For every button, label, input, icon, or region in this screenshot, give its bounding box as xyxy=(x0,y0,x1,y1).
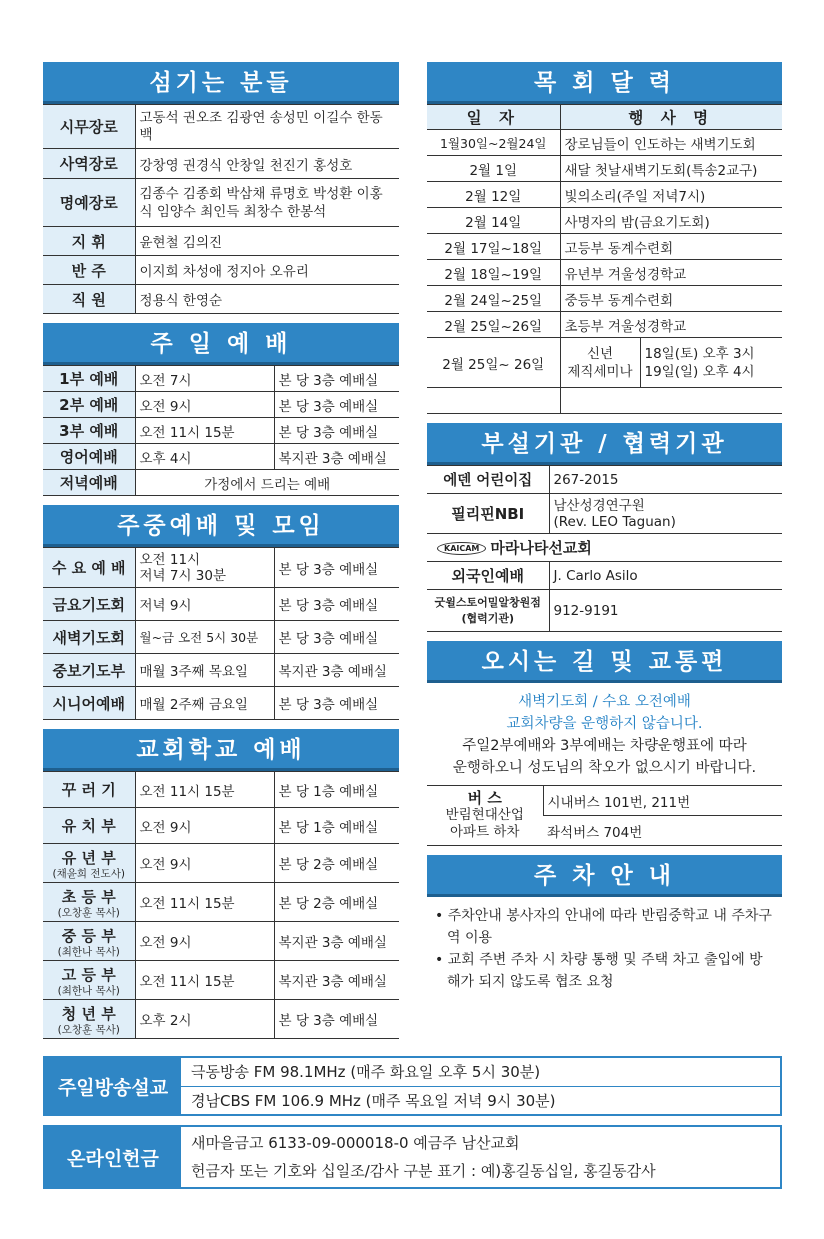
calendar-date: 2월 14일 xyxy=(427,208,560,234)
school-label: 고 등 부 (최한나 목사) xyxy=(43,961,135,1000)
kaicam-name: 마라나타선교회 xyxy=(490,539,592,557)
school-label: 초 등 부 (오창훈 목사) xyxy=(43,883,135,922)
workers-value: 강창영 권경식 안창일 천진기 홍성호 xyxy=(135,149,399,179)
kaicam-logo: KAICAM xyxy=(437,542,486,555)
broadcast-line: 극동방송 FM 98.1MHz (매주 화요일 오후 5시 30분) xyxy=(191,1063,541,1081)
offering-line: 새마을금고 6133-09-000018-0 예금주 남산교회 xyxy=(191,1134,520,1152)
parking-header: 주 차 안 내 xyxy=(427,855,782,897)
sunday-label: 3부 예배 xyxy=(43,418,135,444)
affiliates-table xyxy=(427,465,782,632)
notice-blue-line: 새벽기도회 / 수요 오전예배 xyxy=(518,694,691,710)
calendar-empty-cell xyxy=(427,388,560,414)
affiliate-value: 남산성경연구원 (Rev. LEO Taguan) xyxy=(549,494,782,534)
weekday-place: 본 당 3층 예배실 xyxy=(274,548,399,588)
sunday-place: 본 당 3층 예배실 xyxy=(274,392,399,418)
sunday-time: 오전 11시 15분 xyxy=(135,418,274,444)
notice-line: 주일2부예배와 3부예배는 차량운행표에 따라 xyxy=(462,738,747,754)
weekday-header: 주중예배 및 모임 xyxy=(43,505,399,547)
calendar-seminar-date: 2월 25일~ 26일 xyxy=(427,338,560,388)
workers-label: 반 주 xyxy=(43,256,135,285)
right-column xyxy=(427,62,782,1002)
weekday-time: 매월 3주째 목요일 xyxy=(135,654,274,687)
weekday-label: 중보기도부 xyxy=(43,654,135,687)
sunday-evening-value: 가정에서 드리는 예배 xyxy=(135,470,399,496)
workers-value: 김종수 김종회 박삼채 류명호 박성환 이홍식 임양수 최인득 최창수 한봉석 xyxy=(135,179,399,227)
sunday-label: 영어예배 xyxy=(43,444,135,470)
parking-list xyxy=(427,897,782,993)
offering-label: 온라인헌금 xyxy=(45,1127,181,1187)
affiliate-value: 912-9191 xyxy=(549,590,782,632)
calendar-table xyxy=(427,104,782,414)
school-time: 오전 9시 xyxy=(135,808,274,844)
school-teacher: (최한나 목사) xyxy=(57,945,120,958)
workers-label: 지 휘 xyxy=(43,227,135,256)
school-label: 청 년 부 (오창훈 목사) xyxy=(43,1000,135,1039)
school-time: 오전 11시 15분 xyxy=(135,772,274,808)
school-time: 오전 11시 15분 xyxy=(135,961,274,1000)
school-teacher: (오창훈 목사) xyxy=(57,1023,120,1036)
calendar-date: 2월 24일~25일 xyxy=(427,286,560,312)
sunday-table xyxy=(43,365,399,496)
sunday-header: 주 일 예 배 xyxy=(43,323,399,365)
sunday-time: 오후 4시 xyxy=(135,444,274,470)
weekday-label: 새벽기도회 xyxy=(43,621,135,654)
broadcast-box xyxy=(43,1056,782,1116)
calendar-event: 초등부 겨울성경학교 xyxy=(560,312,782,338)
affiliate-label: 에덴 어린이집 xyxy=(427,466,549,494)
calendar-event: 새달 첫날새벽기도회(특송2교구) xyxy=(560,156,782,182)
weekday-time: 매월 2주째 금요일 xyxy=(135,687,274,720)
sunday-section xyxy=(43,323,399,496)
school-header: 교회학교 예배 xyxy=(43,729,399,771)
weekday-time: 오전 11시 저녁 7시 30분 xyxy=(135,548,274,588)
weekday-place: 본 당 3층 예배실 xyxy=(274,588,399,621)
school-place: 복지관 3층 예배실 xyxy=(274,961,399,1000)
school-place: 본 당 2층 예배실 xyxy=(274,883,399,922)
weekday-section xyxy=(43,505,399,720)
sunday-time: 오전 9시 xyxy=(135,392,274,418)
calendar-seminar-times: 18일(토) 오후 3시 19일(일) 오후 4시 xyxy=(640,338,782,388)
weekday-place: 복지관 3층 예배실 xyxy=(274,654,399,687)
school-teacher: (채윤희 전도사) xyxy=(52,867,125,880)
notice-blue-line: 교회차량을 운행하지 않습니다. xyxy=(506,716,703,732)
school-place: 복지관 3층 예배실 xyxy=(274,922,399,961)
weekday-time: 저녁 9시 xyxy=(135,588,274,621)
school-section xyxy=(43,729,399,1039)
kaicam-row xyxy=(427,534,782,562)
school-place: 본 당 1층 예배실 xyxy=(274,808,399,844)
school-label: 유 치 부 xyxy=(43,808,135,844)
school-table xyxy=(43,771,399,1039)
weekday-table xyxy=(43,547,399,720)
calendar-col-date: 일 자 xyxy=(427,105,560,130)
offering-lines xyxy=(181,1127,780,1187)
affiliates-header: 부설기관 / 협력기관 xyxy=(427,423,782,465)
calendar-event: 사명자의 밤(금요기도회) xyxy=(560,208,782,234)
workers-label: 사역장로 xyxy=(43,149,135,179)
workers-section xyxy=(43,62,399,314)
sunday-label: 1부 예배 xyxy=(43,366,135,392)
bus-label: 버 스 xyxy=(467,789,502,807)
calendar-header: 목 회 달 력 xyxy=(427,62,782,104)
weekday-place: 본 당 3층 예배실 xyxy=(274,687,399,720)
sunday-time: 오전 7시 xyxy=(135,366,274,392)
calendar-col-event: 행 사 명 xyxy=(560,105,782,130)
calendar-event: 중등부 동계수련회 xyxy=(560,286,782,312)
parking-item: • 주차안내 봉사자의 안내에 따라 반림중학교 내 주차구역 이용 xyxy=(435,908,772,946)
workers-value: 고동석 권오조 김광연 송성민 이길수 한동백 xyxy=(135,105,399,149)
notice-line: 운행하오니 성도님의 착오가 없으시기 바랍니다. xyxy=(452,760,757,776)
bus-city: 시내버스 101번, 211번 xyxy=(543,786,782,816)
calendar-date: 2월 25일~26일 xyxy=(427,312,560,338)
calendar-date: 2월 12일 xyxy=(427,182,560,208)
weekday-label: 수 요 예 배 xyxy=(43,548,135,588)
calendar-date: 1월30일~2월24일 xyxy=(427,130,560,156)
calendar-event: 장로님들이 인도하는 새벽기도회 xyxy=(560,130,782,156)
directions-section xyxy=(427,641,782,846)
school-label: 중 등 부 (최한나 목사) xyxy=(43,922,135,961)
school-place: 본 당 1층 예배실 xyxy=(274,772,399,808)
calendar-section xyxy=(427,62,782,414)
school-time: 오후 2시 xyxy=(135,1000,274,1039)
workers-value: 이지희 차성애 정지아 오유리 xyxy=(135,256,399,285)
workers-value: 정용식 한영순 xyxy=(135,285,399,314)
weekday-label: 금요기도회 xyxy=(43,588,135,621)
bus-label-cell xyxy=(427,786,543,846)
bus-stop: 반림현대산업 아파트 하차 xyxy=(445,807,524,840)
workers-value: 윤현철 김의진 xyxy=(135,227,399,256)
parking-section xyxy=(427,855,782,993)
sunday-place: 복지관 3층 예배실 xyxy=(274,444,399,470)
affiliate-label: 필리핀NBI xyxy=(427,494,549,534)
calendar-date: 2월 18일~19일 xyxy=(427,260,560,286)
school-time: 오전 11시 15분 xyxy=(135,883,274,922)
school-time: 오전 9시 xyxy=(135,922,274,961)
sunday-place: 본 당 3층 예배실 xyxy=(274,418,399,444)
school-time: 오전 9시 xyxy=(135,844,274,883)
affiliates-section xyxy=(427,423,782,632)
school-label: 유 년 부 (채윤희 전도사) xyxy=(43,844,135,883)
broadcast-line: 경남CBS FM 106.9 MHz (매주 목요일 저녁 9시 30분) xyxy=(181,1086,780,1114)
workers-label: 명예장로 xyxy=(43,179,135,227)
calendar-seminar-name: 신년 제직세미나 xyxy=(560,338,640,388)
school-place: 본 당 2층 예배실 xyxy=(274,844,399,883)
weekday-label: 시니어예배 xyxy=(43,687,135,720)
school-teacher: (최한나 목사) xyxy=(57,984,120,997)
affiliate-value: J. Carlo Asilo xyxy=(549,562,782,590)
directions-notice xyxy=(427,683,782,785)
workers-label: 시무장로 xyxy=(43,105,135,149)
school-label: 꾸 러 기 xyxy=(43,772,135,808)
weekday-time: 월~금 오전 5시 30분 xyxy=(135,621,274,654)
directions-header: 오시는 길 및 교통편 xyxy=(427,641,782,683)
offering-box xyxy=(43,1125,782,1189)
broadcast-label: 주일방송설교 xyxy=(45,1058,181,1114)
affiliate-value: 267-2015 xyxy=(549,466,782,494)
calendar-date: 2월 1일 xyxy=(427,156,560,182)
parking-item: • 교회 주변 주차 시 차량 통행 및 주택 차고 출입에 방해가 되지 않도록 협조 요청 xyxy=(435,952,763,990)
affiliate-label: 굿윌스토어밀알창원점 (협력기관) xyxy=(427,590,549,632)
offering-line: 헌금자 또는 기호와 십일조/감사 구분 표기 : 예)홍길동십일, 홍길동감사 xyxy=(191,1162,656,1180)
calendar-event: 빛의소리(주일 저녁7시) xyxy=(560,182,782,208)
calendar-event: 고등부 동계수련회 xyxy=(560,234,782,260)
bus-seat: 좌석버스 704번 xyxy=(543,816,782,846)
school-teacher: (오창훈 목사) xyxy=(57,906,120,919)
left-column xyxy=(43,62,399,1048)
weekday-place: 본 당 3층 예배실 xyxy=(274,621,399,654)
workers-label: 직 원 xyxy=(43,285,135,314)
calendar-date: 2월 17일~18일 xyxy=(427,234,560,260)
workers-table xyxy=(43,104,399,314)
bus-table xyxy=(427,785,782,846)
affiliate-label: 외국인예배 xyxy=(427,562,549,590)
school-place: 본 당 3층 예배실 xyxy=(274,1000,399,1039)
broadcast-lines xyxy=(181,1058,780,1114)
calendar-empty-cell xyxy=(560,388,782,414)
sunday-place: 본 당 3층 예배실 xyxy=(274,366,399,392)
workers-header: 섬기는 분들 xyxy=(43,62,399,104)
sunday-label: 저녁예배 xyxy=(43,470,135,496)
calendar-event: 유년부 겨울성경학교 xyxy=(560,260,782,286)
sunday-label: 2부 예배 xyxy=(43,392,135,418)
